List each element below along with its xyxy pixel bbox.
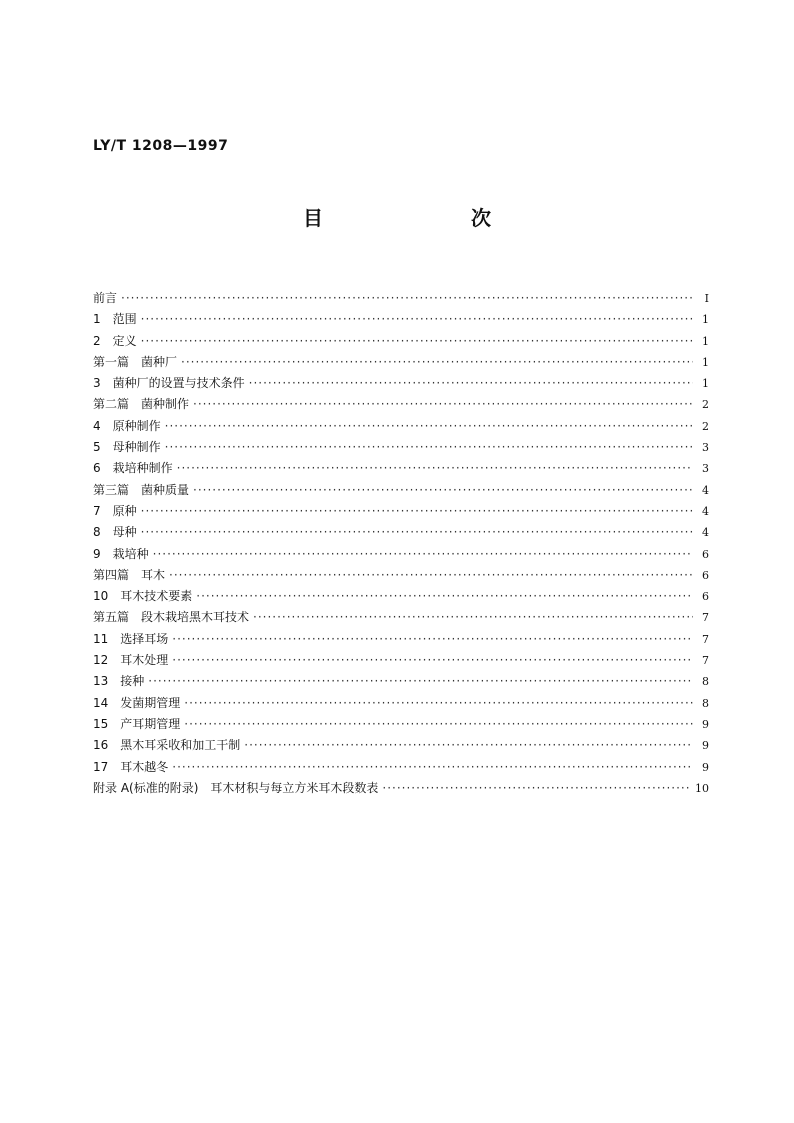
toc-dot-leader: [177, 458, 693, 479]
toc-dot-leader: [244, 735, 693, 756]
toc-entry[interactable]: [93, 352, 709, 373]
toc-entry-label: 17 耳木越冬: [93, 759, 169, 774]
toc-entry-page-number: 7: [702, 611, 709, 625]
toc-dot-leader: [172, 650, 693, 671]
toc-entry-label: 第三篇 菌种质量: [93, 482, 190, 497]
toc-entry-label: 1 范围: [93, 312, 137, 327]
toc-entry[interactable]: [93, 288, 709, 309]
toc-dot-leader: [141, 309, 693, 330]
toc-dot-leader: [193, 480, 693, 501]
toc-entry-page-number: 8: [702, 696, 709, 710]
toc-dot-leader: [382, 778, 689, 799]
toc-entry-page-number: 10: [695, 781, 709, 795]
toc-entry[interactable]: [93, 437, 709, 458]
toc-entry[interactable]: [93, 522, 709, 543]
toc-entry[interactable]: [93, 544, 709, 565]
toc-dot-leader: [193, 394, 693, 415]
toc-entry-page-number: 4: [702, 504, 709, 518]
toc-entry-label: 7 原种: [93, 503, 137, 518]
toc-entry-label: 15 产耳期管理: [93, 716, 181, 731]
toc-entry[interactable]: [93, 373, 709, 394]
toc-dot-leader: [184, 693, 693, 714]
toc-dot-leader: [153, 544, 693, 565]
toc-dot-leader: [141, 522, 693, 543]
toc-entry[interactable]: [93, 629, 709, 650]
toc-entry[interactable]: [93, 394, 709, 415]
toc-dot-leader: [249, 373, 693, 394]
toc-dot-leader: [172, 629, 693, 650]
toc-entry[interactable]: [93, 586, 709, 607]
toc-entry-page-number: 1: [702, 334, 709, 348]
toc-entry[interactable]: [93, 671, 709, 692]
toc-entry[interactable]: [93, 607, 709, 628]
toc-entry[interactable]: [93, 650, 709, 671]
toc-entry-label: 16 黑木耳采收和加工干制: [93, 738, 241, 753]
toc-dot-leader: [141, 331, 693, 352]
toc-dot-leader: [121, 288, 693, 309]
toc-entry[interactable]: [93, 778, 709, 799]
toc-entry[interactable]: [93, 416, 709, 437]
toc-entry[interactable]: [93, 331, 709, 352]
toc-entry-label: 第二篇 菌种制作: [93, 397, 190, 412]
toc-entry-page-number: 3: [702, 441, 709, 455]
toc-dot-leader: [169, 565, 693, 586]
toc-dot-leader: [181, 352, 693, 373]
toc-entry-page-number: 9: [702, 739, 709, 753]
toc-entry-label: 第五篇 段木栽培黑木耳技术: [93, 610, 250, 625]
toc-entry-page-number: 6: [702, 547, 709, 561]
toc-entry-label: 11 选择耳场: [93, 631, 169, 646]
toc-entry-label: 12 耳木处理: [93, 653, 169, 668]
standard-code: LY/T 1208—1997: [93, 138, 229, 154]
toc-dot-leader: [165, 437, 693, 458]
toc-entry-label: 前言: [93, 291, 118, 305]
toc-entry-page-number: 7: [702, 654, 709, 668]
toc-entry-page-number: 1: [702, 377, 709, 391]
toc-entry-page-number: 6: [702, 590, 709, 604]
toc-entry-label: 第四篇 耳木: [93, 567, 166, 582]
toc-entry-label: 3 菌种厂的设置与技术条件: [93, 376, 245, 391]
page-title: 目 次: [303, 206, 555, 230]
toc-entry-page-number: I: [704, 292, 709, 305]
toc-entry-page-number: 1: [702, 313, 709, 327]
toc-entry[interactable]: [93, 757, 709, 778]
toc-entry[interactable]: [93, 565, 709, 586]
toc-entry-label: 2 定义: [93, 333, 137, 348]
toc-entry-label: 第一篇 菌种厂: [93, 354, 178, 369]
toc-dot-leader: [253, 607, 693, 628]
toc-entry[interactable]: [93, 309, 709, 330]
toc-entry-label: 6 栽培种制作: [93, 461, 173, 476]
toc-entry-label: 9 栽培种: [93, 546, 149, 561]
toc-entry-label: 4 原种制作: [93, 418, 161, 433]
toc-entry-label: 10 耳木技术要素: [93, 589, 193, 604]
toc-entry-page-number: 8: [702, 675, 709, 689]
toc-entry[interactable]: [93, 735, 709, 756]
toc-entry[interactable]: [93, 458, 709, 479]
toc-dot-leader: [141, 501, 693, 522]
toc-dot-leader: [184, 714, 693, 735]
toc-entry-page-number: 4: [702, 526, 709, 540]
toc-entry-page-number: 2: [702, 419, 709, 433]
toc-entry-label: 5 母种制作: [93, 440, 161, 455]
toc-entry[interactable]: [93, 693, 709, 714]
toc-dot-leader: [196, 586, 693, 607]
toc-entry-page-number: 2: [702, 398, 709, 412]
toc-entry-page-number: 7: [702, 632, 709, 646]
toc-entry-label: 14 发菌期管理: [93, 695, 181, 710]
toc-dot-leader: [148, 671, 693, 692]
toc-entry[interactable]: [93, 501, 709, 522]
toc-entry-page-number: 9: [702, 760, 709, 774]
toc-entry-label: 8 母种: [93, 525, 137, 540]
toc-dot-leader: [165, 416, 693, 437]
toc-entry[interactable]: [93, 480, 709, 501]
toc-entry-page-number: 4: [702, 483, 709, 497]
toc-entry-page-number: 1: [702, 355, 709, 369]
toc-entry-page-number: 9: [702, 717, 709, 731]
toc-entry-label: 13 接种: [93, 674, 145, 689]
toc-dot-leader: [172, 757, 693, 778]
toc-entry-page-number: 3: [702, 462, 709, 476]
toc-entry[interactable]: [93, 714, 709, 735]
toc-entry-page-number: 6: [702, 568, 709, 582]
table-of-contents: [93, 288, 709, 799]
toc-entry-label: 附录 A(标准的附录) 耳木材积与每立方米耳木段数表: [93, 780, 379, 795]
